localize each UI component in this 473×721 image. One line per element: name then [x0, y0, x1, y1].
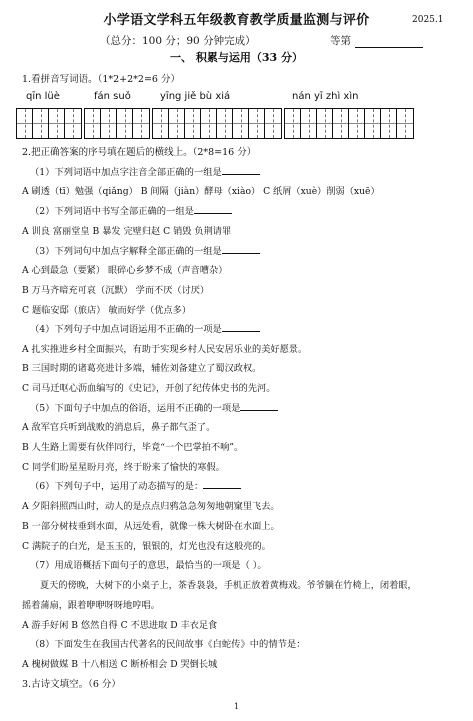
- q2-3-stem: （3）下列词句中加点字解释全部正确的一组是: [30, 246, 222, 257]
- pinyin-4: nán yī zhì xìn: [292, 91, 359, 102]
- q2-4-option-c: C 司马迁呕心沥血编写的《史记》，开创了纪传体史书的先河。: [22, 383, 276, 394]
- pinyin-2: fán suǒ: [94, 91, 131, 102]
- pinyin-1: qīn lüè: [26, 91, 60, 102]
- q2-7-passage-line1: 夏天的傍晚，大树下的小桌子上，茶香袅袅，手机正放着黄梅戏。爷爷躺在竹椅上，闭着眼，: [40, 580, 417, 591]
- q3-heading: 3.古诗文填空。（6 分）: [22, 679, 121, 690]
- answer-blank[interactable]: [194, 213, 232, 214]
- q2-7-passage-line2: 摇着蒲扇，跟着咿咿呀呀地哼唱。: [22, 600, 160, 611]
- q1-heading: 1.看拼音写词语。（1*2+2*2=6 分）: [22, 74, 180, 85]
- q2-6-option-b: B 一部分树枝垂到水面，从远处看，就像一株大树卧在水面上。: [22, 521, 280, 532]
- q2-6-stem: （6）下列句子中，运用了动态描写的是：: [30, 481, 204, 492]
- answer-grid-4[interactable]: [284, 108, 414, 139]
- q2-3-option-c: C 题临安邸（旅店） 敏而好学（优点多）: [22, 305, 192, 316]
- q2-8-stem: （8）下面发生在我国古代著名的民间故事《白蛇传》中的情节是：: [30, 639, 306, 650]
- q2-2-options: A 训良 富丽堂皇 B 暴发 完壁归赵 C 销毁 负荆请罪: [22, 226, 232, 237]
- q2-5-option-b: B 人生路上需要有伙伴同行，毕竟“一个巴掌拍不响”。: [22, 442, 244, 453]
- q2-4-option-a: A 扎实推进乡村全面振兴，有助于实现乡村人民安居乐业的美好愿景。: [22, 344, 308, 355]
- exam-date: 2025.1: [412, 15, 444, 25]
- q2-1-stem: （1）下列词语中加点字注音全部正确的一组是: [30, 167, 222, 178]
- grade-blank[interactable]: [355, 47, 423, 48]
- answer-blank[interactable]: [240, 410, 278, 411]
- q2-3-option-b: B 万马齐喑充可哀（沉默） 学而不厌（讨厌）: [22, 285, 210, 296]
- q2-2-stem: （2）下列词语中书写全部正确的一组是: [30, 206, 194, 217]
- pinyin-3: yīng jiě bù xiá: [160, 91, 231, 102]
- q2-1-options: A 刷透（tī）勉强（qiǎng） B 间隔（jiàn）酵母（xiào） C 纸屑（xuè）削弱（xuē）: [22, 186, 380, 197]
- q2-7-stem: （7）用成语概括下面句子的意思，最恰当的一项是（ ）。: [30, 560, 267, 571]
- grade-label: 等第: [330, 35, 351, 47]
- q2-5-option-c: C 同学们盼星星盼月亮，终于盼来了愉快的寒假。: [22, 462, 225, 473]
- answer-blank[interactable]: [203, 488, 241, 489]
- page-number: 1: [233, 702, 240, 711]
- section-heading: 一、 积累与运用（33 分）: [170, 51, 303, 64]
- q2-4-option-b: B 三国时期的诸葛亮进计多端，辅佐刘备建立了蜀汉政权。: [22, 363, 262, 374]
- q2-6-option-a: A 夕阳斜照西山时，动人的是点点归鸦急急匆匆地朝窠里飞去。: [22, 501, 280, 512]
- answer-grid-1[interactable]: [16, 108, 82, 139]
- q2-7-options: A 游手好闲 B 悠然自得 C 不思进取 D 丰衣足食: [22, 620, 218, 631]
- q2-heading: 2.把正确答案的序号填在题后的横线上。（2*8=16 分）: [22, 147, 257, 158]
- q2-5-option-a: A 敌军官兵听到战败的消息后，鼻子都气歪了。: [22, 422, 216, 433]
- q2-4-stem: （4）下列句子中加点词语运用不正确的一项是: [30, 324, 222, 335]
- q2-3-option-a: A 心到最急（要紧） 眼碎心乡梦不成（声音嘈杂）: [22, 265, 228, 276]
- answer-blank[interactable]: [222, 331, 260, 332]
- q2-8-options: A 槐树做媒 B 十八相送 C 断桥相会 D 哭倒长城: [22, 659, 218, 670]
- q2-6-option-c: C 满院子的白光，是玉玉的，银银的，灯光也没有这般亮的。: [22, 541, 271, 552]
- answer-grid-3[interactable]: [152, 108, 282, 139]
- score-info: （总分：100 分；90 分钟完成）: [100, 35, 256, 47]
- page-title: 小学语文学科五年级教育教学质量监测与评价: [103, 13, 370, 28]
- answer-grid-2[interactable]: [84, 108, 150, 139]
- q2-5-stem: （5）下面句子中加点的俗语，运用不正确的一项是: [30, 403, 241, 414]
- answer-blank[interactable]: [222, 174, 260, 175]
- answer-blank[interactable]: [222, 253, 260, 254]
